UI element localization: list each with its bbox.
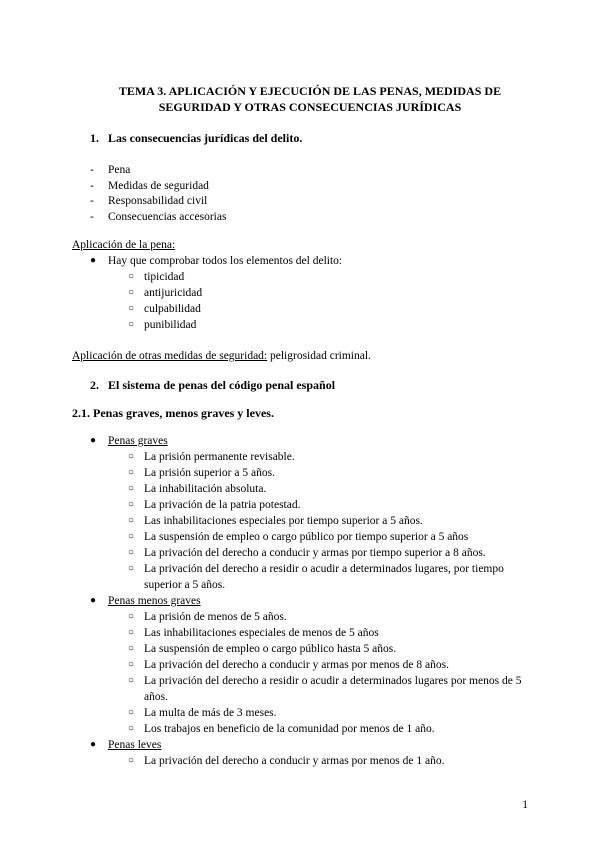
penas-list bbox=[90, 433, 530, 769]
title-line-1: TEMA 3. APLICACIÓN Y EJECUCIÓN DE LAS PENAS, MEDIDAS DE bbox=[118, 84, 502, 98]
list-item: ○ La prisión superior a 5 años. bbox=[128, 467, 275, 479]
list-item: ○ La multa de más de 3 meses. bbox=[128, 707, 277, 719]
list-item: ○ La prisión de menos de 5 años. bbox=[128, 611, 287, 623]
list-item: ○ antijuricidad bbox=[128, 287, 203, 299]
penas-leves-label: Penas leves bbox=[108, 739, 162, 751]
list-item: ○ La suspensión de empleo o cargo público hasta 5 años. bbox=[128, 643, 397, 655]
section-2-heading bbox=[90, 377, 335, 393]
section-2-1-heading: 2.1. Penas graves, menos graves y leves. bbox=[72, 406, 274, 420]
list-item: - Consecuencias accesorias bbox=[90, 210, 227, 223]
bullet-dot: ● bbox=[90, 255, 97, 266]
list-item: ○ La privación del derecho a conducir y armas por menos de 1 año. bbox=[128, 755, 445, 767]
list-item: - Pena bbox=[90, 164, 131, 176]
bullet-dot: ● bbox=[90, 595, 97, 606]
elements-sublist bbox=[108, 269, 530, 333]
list-item: ● Hay que comprobar todos los elementos del delito: ○ tipicidad ○ antijuricidad ○ culpabilidad ○ punibilidad bbox=[90, 253, 530, 333]
list-item: ○ Las inhabilitaciones especiales de menos de 5 años bbox=[128, 627, 379, 639]
penas-graves-item bbox=[90, 433, 530, 593]
list-item: ○ tipicidad bbox=[128, 271, 185, 283]
list-item: ○ La privación de la patria potestad. bbox=[128, 499, 301, 511]
list-item: ○ Las inhabilitaciones especiales por tiempo superior a 5 años. bbox=[128, 515, 423, 527]
bullet-dot: ● bbox=[90, 435, 97, 446]
title-line-2: SEGURIDAD Y OTRAS CONSECUENCIAS JURÍDICAS bbox=[158, 100, 462, 114]
penas-graves-sublist bbox=[108, 449, 530, 593]
list-item: ○ punibilidad bbox=[128, 319, 197, 331]
list-item: ○ La privación del derecho a conducir y armas por tiempo superior a 8 años. bbox=[128, 547, 486, 559]
section-1-number: 1. bbox=[90, 131, 99, 145]
penas-graves-label: Penas graves bbox=[108, 435, 168, 447]
section-1-title: Las consecuencias jurídicas del delito. bbox=[108, 131, 303, 145]
list-item: ○ La privación del derecho a conducir y armas por menos de 8 años. bbox=[128, 659, 449, 671]
list-item: ○ Los trabajos en beneficio de la comunidad por menos de 1 año. bbox=[128, 723, 435, 735]
penas-menos-graves-item bbox=[90, 593, 530, 737]
list-item: - Medidas de seguridad bbox=[90, 179, 209, 192]
aplicacion-pena-list bbox=[90, 253, 530, 333]
document-title bbox=[60, 83, 560, 115]
list-item: - Responsabilidad civil bbox=[90, 195, 208, 207]
section-1-heading bbox=[90, 130, 302, 146]
section-2-number: 2. bbox=[90, 378, 99, 392]
bullet-dot: ● bbox=[90, 739, 97, 750]
list-item: ○ culpabilidad bbox=[128, 303, 201, 315]
aplicacion-medidas-label: Aplicación de otras medidas de seguridad: bbox=[72, 350, 268, 362]
aplicacion-pena-label: Aplicación de la pena: bbox=[72, 239, 176, 251]
consequences-list bbox=[90, 162, 226, 224]
penas-leves-item bbox=[90, 737, 530, 769]
penas-menos-graves-sublist bbox=[108, 609, 530, 737]
penas-menos-graves-label: Penas menos graves bbox=[108, 595, 201, 607]
list-item: ○ La prisión permanente revisable. bbox=[128, 451, 295, 463]
aplicacion-medidas-text: peligrosidad criminal. bbox=[267, 350, 371, 362]
list-item: ○ La suspensión de empleo o cargo público por tiempo superior a 5 años bbox=[128, 531, 469, 543]
page-number: 1 bbox=[522, 799, 528, 811]
penas-leves-sublist bbox=[108, 753, 530, 769]
section-2-title: El sistema de penas del código penal español bbox=[108, 378, 336, 392]
list-item: ○ La privación del derecho a residir o acudir a determinados lugares por menos de 5 años. bbox=[128, 675, 522, 703]
list-item: ○ La inhabilitación absoluta. bbox=[128, 483, 267, 495]
aplicacion-medidas-paragraph bbox=[72, 348, 371, 364]
list-item: ○ La privación del derecho a residir o acudir a determinados lugares, por tiempo superior a 5 años. bbox=[128, 563, 504, 591]
